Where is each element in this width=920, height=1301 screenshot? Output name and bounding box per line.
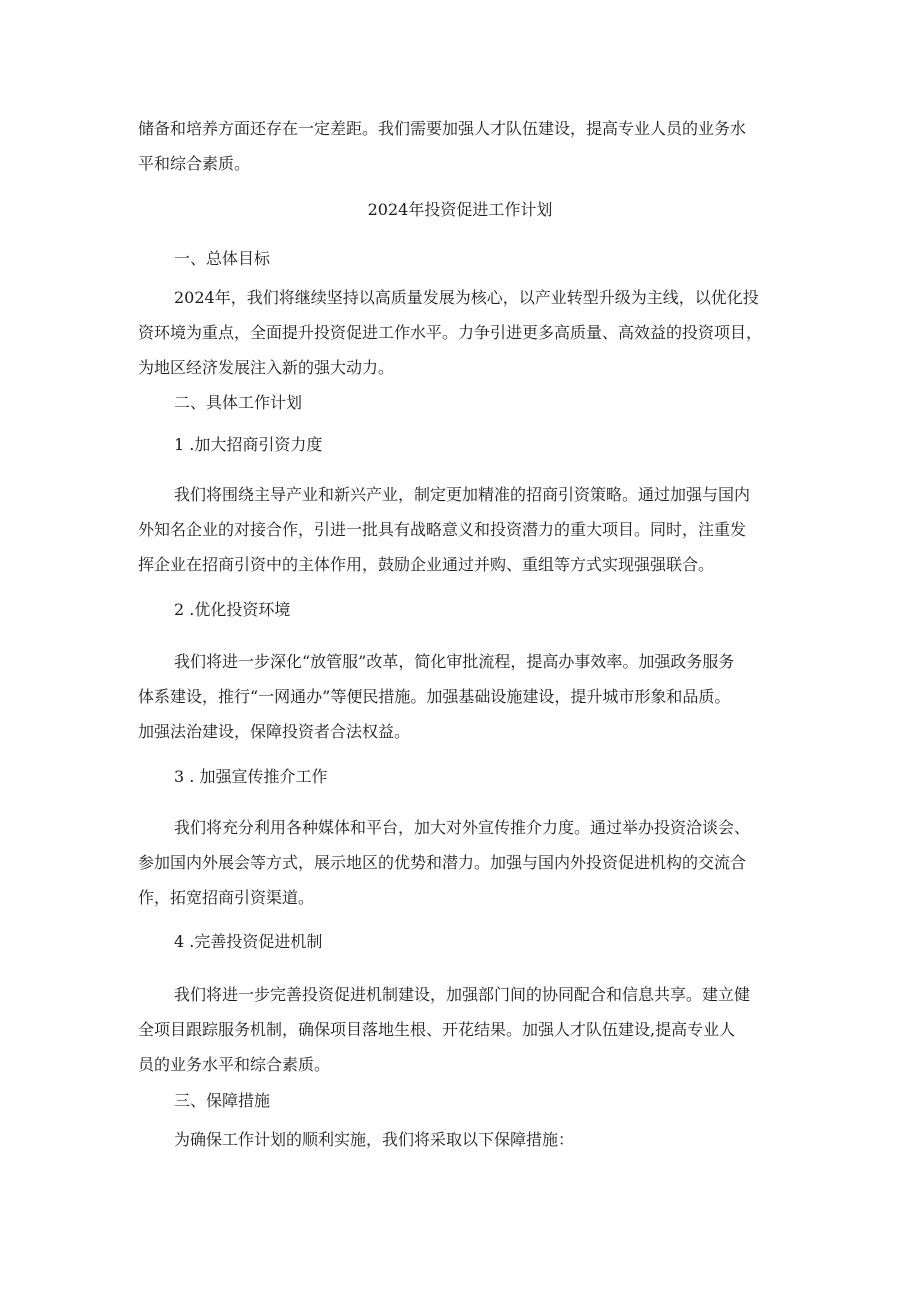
text-line: 我们将充分利用各种媒体和平台，加大对外宣传推介力度。通过举办投资洽谈会、 [174,818,751,837]
item-heading-investment-environment: 2 .优化投资环境 [174,600,291,619]
overall-goal-paragraph [138,280,762,385]
mechanism-paragraph [138,977,750,1082]
text-line: 外知名企业的对接合作，引进一批具有战略意义和投资潜力的重大项目。同时，注重发 [138,520,747,539]
text-line: 挥企业在招商引资中的主体作用，鼓励企业通过并购、重组等方式实现强强联合。 [138,555,715,574]
text-line: 全项目跟踪服务机制，确保项目落地生根、开花结果。加强人才队伍建设,提高专业人 [138,1020,736,1039]
text-line: 我们将围绕主导产业和新兴产业，制定更加精准的招商引资策略。通过加强与国内 [174,485,751,504]
document-title: 2024年投资促进工作计划 [367,200,553,219]
text-line: 2024年，我们将继续坚持以高质量发展为核心，以产业转型升级为主线，以优化投 [174,288,759,307]
item-heading-promotion: 3 . 加强宣传推介工作 [174,767,328,786]
text-line: 加强法治建设，保障投资者合法权益。 [138,722,411,741]
section-heading-overall-goal: 一、总体目标 [174,249,271,268]
text-line: 我们将进一步深化“放管服”改革，简化审批流程，提高办事效率。加强政务服务 [174,652,735,671]
promotion-paragraph [138,810,750,915]
text-line: 员的业务水平和综合素质。 [138,1055,331,1074]
text-line: 为确保工作计划的顺利实施，我们将采取以下保障措施： [174,1130,575,1149]
item-heading-investment-attraction: 1 .加大招商引资力度 [174,435,323,454]
text-line: 为地区经济发展注入新的强大动力。 [138,358,395,377]
text-line: 我们将进一步完善投资促进机制建设，加强部门间的协同配合和信息共享。建立健 [174,985,751,1004]
section-heading-work-plan: 二、具体工作计划 [174,393,303,412]
investment-environment-paragraph [138,644,734,749]
text-line: 平和综合素质。 [138,154,251,173]
text-line: 作，拓宽招商引资渠道。 [138,888,315,907]
text-line: 储备和培养方面还存在一定差距。我们需要加强人才队伍建设，提高专业人员的业务水 [138,119,747,138]
text-line: 资环境为重点，全面提升投资促进工作水平。力争引进更多高质量、高效益的投资项目， [138,323,763,342]
safeguards-paragraph [174,1122,574,1157]
text-line: 体系建设，推行“一网通办”等便民措施。加强基础设施建设，提升城市形象和品质。 [138,687,731,706]
item-heading-mechanism: 4 .完善投资促进机制 [174,932,323,951]
section-heading-safeguards: 三、保障措施 [174,1091,271,1110]
investment-attraction-paragraph [138,477,750,582]
text-line: 参加国内外展会等方式，展示地区的优势和潜力。加强与国内外投资促进机构的交流合 [138,853,747,872]
intro-paragraph [138,111,746,181]
